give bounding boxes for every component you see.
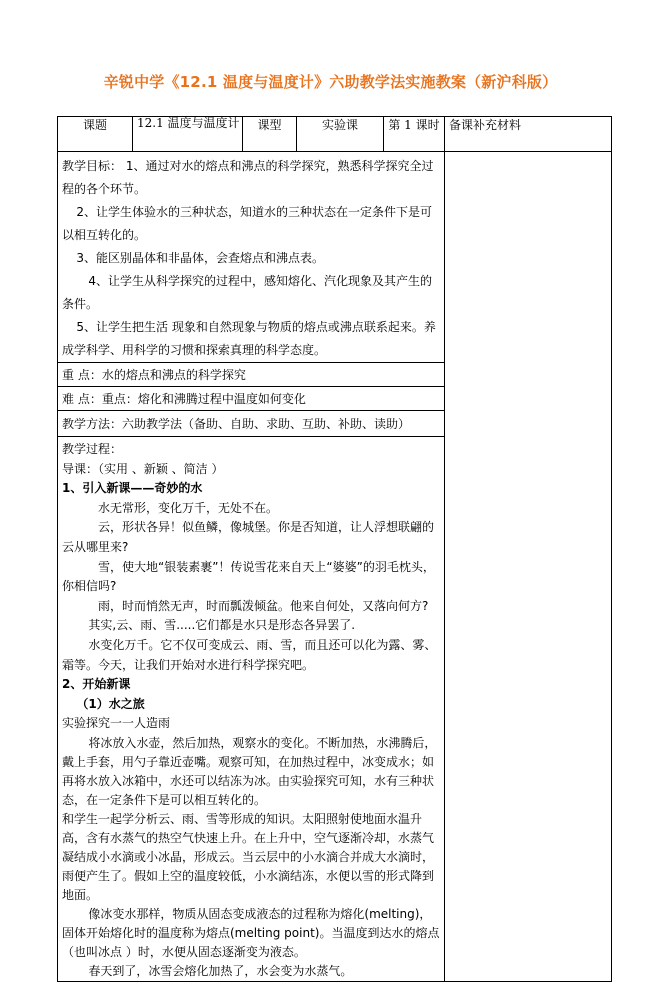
- key-point: 重 点：水的熔点和沸点的科学探究: [62, 367, 246, 382]
- notes-column-label: 备课补充材料: [445, 117, 612, 152]
- objective-line: 2、让学生体验水的三种状态，知道水的三种状态在一定条件下是可以相互转化的。: [62, 205, 433, 242]
- subject-value: 12.1 温度与温度计: [133, 117, 243, 152]
- teaching-method: 教学方法：六助教学法（备助、自助、求助、互助、补助、读助）: [62, 416, 411, 431]
- paragraph: 春天到了，冰雪会熔化加热了，水会变为水蒸气。: [88, 963, 353, 978]
- teaching-process: [58, 437, 444, 981]
- objectives-block: [58, 152, 444, 362]
- document-title: 辛锐中学《12.1 温度与温度计》六助教学法实施教案（新沪科版）: [103, 73, 558, 91]
- paragraph: 雪，使大地“银装素裹”！传说雪花来自天上“婆婆”的羽毛枕头，你相信吗?: [62, 559, 435, 594]
- type-value: 实验课: [297, 117, 384, 152]
- objective-line: 5、让学生把生活 现象和自然现象与物质的熔点或沸点联系起来。养成学科学、用科学的习惯和探索真理的科学态度。: [62, 320, 436, 357]
- lead-in: 导课：（实用 、新颖 、简洁 ）: [62, 461, 224, 476]
- process-heading: 教学过程：: [62, 442, 123, 456]
- period-value: 第 1 课时: [384, 117, 445, 152]
- lesson-plan-table: [57, 116, 612, 982]
- paragraph: 水变化万千。它不仅可变成云、雨、雪，而且还可以化为露、雾、霜等。今天，让我们开始对水进行科学探究吧。: [62, 637, 437, 672]
- section-title: 1、引入新课——奇妙的水: [62, 481, 203, 496]
- objectives-row: [58, 152, 612, 363]
- paragraph: 像冰变水那样，物质从固态变成液态的过程称为熔化(melting)，固体开始熔化时的温度称为熔点(melting point)。当温度到达水的熔点（也叫冰点 ）时，水便从固态逐渐变为液态。: [62, 906, 440, 959]
- paragraph: 其实,云、雨、雪.....它们都是水只是形态各异罢了.: [88, 618, 356, 633]
- notes-column: [445, 152, 612, 982]
- subsection-title: （1）水之旅: [76, 696, 145, 711]
- objective-line: 3、能区别晶体和非晶体，会查熔点和沸点表。: [76, 251, 325, 265]
- paragraph: 水无常形，变化万千，无处不在。: [98, 500, 279, 515]
- objective-line: 4、让学生从科学探究的过程中，感知熔化、汽化现象及其产生的条件。: [62, 274, 433, 311]
- paragraph: 云，形状各异！似鱼鳞，像城堡。你是否知道，让人浮想联翩的云从哪里来?: [62, 520, 435, 554]
- paragraph: 雨，时而悄然无声，时而瓢泼倾盆。他来自何处，又落向何方?: [98, 598, 429, 613]
- header-row: [58, 117, 612, 152]
- objective-line: 教学目标： 1、通过对水的熔点和沸点的科学探究，熟悉科学探究全过程的各个环节。: [62, 159, 434, 196]
- section-title: 2、开始新课: [62, 677, 131, 692]
- type-label: 课型: [243, 117, 297, 152]
- paragraph: 将冰放入水壶，然后加热，观察水的变化。不断加热，水沸腾后，戴上手套，用勺子靠近壶嘴。观察可知，在加热过程中，冰变成水；如再将水放入冰箱中，水还可以结冻为冰。由实验探究可知，水有三种状态，在一定条件下是可以相互转化的。: [62, 735, 437, 807]
- experiment-title: 实验探究一一人造雨: [62, 716, 171, 731]
- subject-label: 课题: [58, 117, 133, 152]
- difficult-point: 难 点：重点：熔化和沸腾过程中温度如何变化: [62, 391, 306, 406]
- paragraph: 和学生一起学分析云、雨、雪等形成的知识。太阳照射使地面水温升高，含有水蒸气的热空气快速上升。在上升中，空气逐渐冷却，水蒸气凝结成小水滴或小冰晶，形成云。当云层中的小水滴合并成大水滴时，雨便产生了。假如上空的温度较低，小水滴结冻，水便以雪的形式降到地面。: [62, 811, 435, 902]
